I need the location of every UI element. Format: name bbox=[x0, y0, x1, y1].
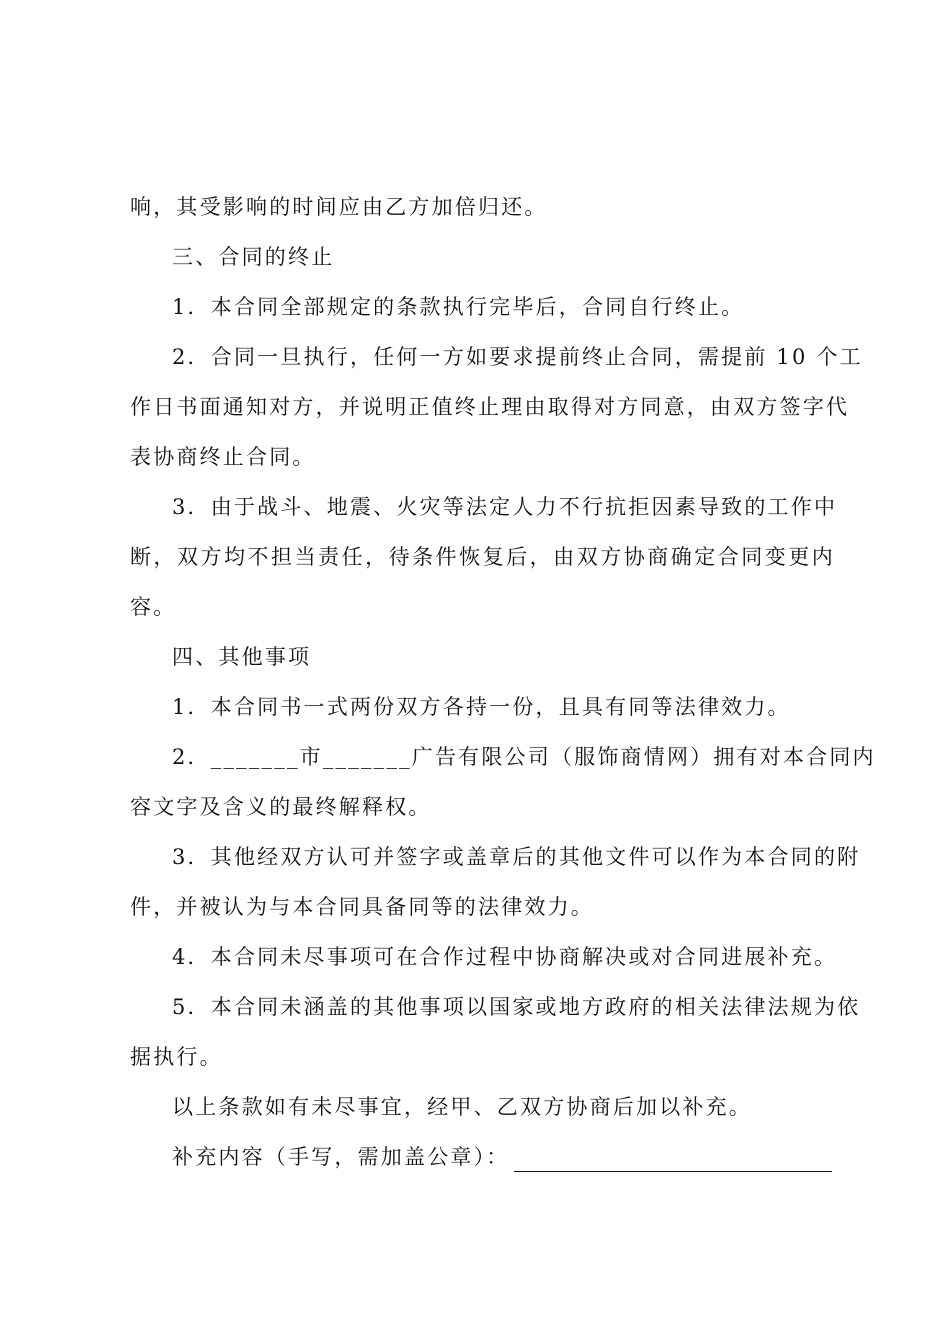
clause-4-1: 1．本合同书一式两份双方各持一份，且具有同等法律效力。 bbox=[172, 695, 791, 719]
clause-3-3-line-1: 3．由于战斗、地震、火灾等法定人力不行抗拒因素导致的工作中 bbox=[172, 495, 838, 519]
section-heading-other-matters: 四、其他事项 bbox=[172, 645, 312, 669]
supplement-label: 补充内容（手写，需加盖公章）： bbox=[172, 1145, 510, 1169]
clause-3-3-line-2: 断，双方均不担当责任，待条件恢复后，由双方协商确定合同变更内 bbox=[130, 545, 835, 569]
supplement-fill-line bbox=[514, 1149, 832, 1172]
clause-3-2-line-2: 作日书面通知对方，并说明正值终止理由取得对方同意，由双方签字代 bbox=[130, 395, 850, 419]
clause-3-2-line-3: 表协商终止合同。 bbox=[130, 445, 316, 469]
clause-4-5-line-2: 据执行。 bbox=[130, 1045, 223, 1069]
clause-4-2-line-2: 容文字及含义的最终解释权。 bbox=[130, 795, 432, 819]
supplement-field-row bbox=[172, 1142, 835, 1172]
closing-statement: 以上条款如有未尽事宜，经甲、乙双方协商后加以补充。 bbox=[172, 1095, 752, 1119]
clause-4-5-line-1: 5．本合同未涵盖的其他事项以国家或地方政府的相关法律法规为依 bbox=[172, 995, 861, 1019]
clause-4-3-line-1: 3．其他经双方认可并签字或盖章后的其他文件可以作为本合同的附 bbox=[172, 845, 861, 869]
paragraph-line: 响，其受影响的时间应由乙方加倍归还。 bbox=[130, 195, 548, 219]
section-heading-termination: 三、合同的终止 bbox=[172, 245, 335, 269]
clause-4-3-line-2: 件，并被认为与本合同具备同等的法律效力。 bbox=[130, 895, 594, 919]
clause-4-4: 4．本合同未尽事项可在合作过程中协商解决或对合同进展补充。 bbox=[172, 945, 838, 969]
clause-4-2-line-1: 2．_______市_______广告有限公司（服饰商情网）拥有对本合同内 bbox=[172, 745, 876, 769]
clause-3-2-line-1: 2．合同一旦执行，任何一方如要求提前终止合同，需提前 10 个工 bbox=[172, 345, 863, 369]
clause-3-1: 1．本合同全部规定的条款执行完毕后，合同自行终止。 bbox=[172, 295, 745, 319]
clause-3-3-line-3: 容。 bbox=[130, 595, 177, 619]
